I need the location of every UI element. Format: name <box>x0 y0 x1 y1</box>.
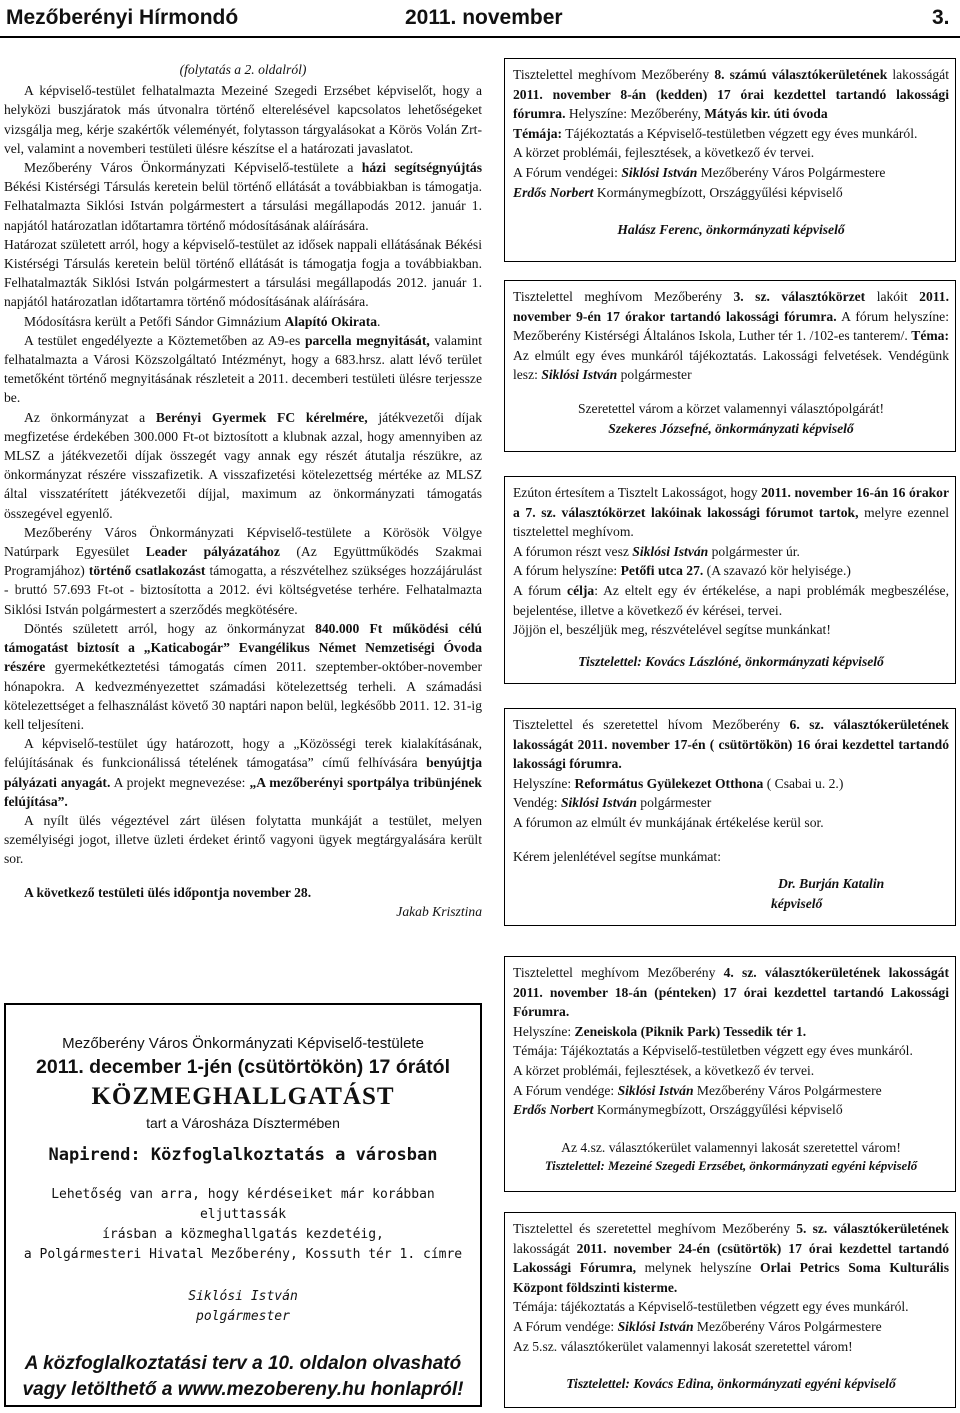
continued-note: (folytatás a 2. oldalról) <box>179 62 307 77</box>
council-news-article <box>4 60 482 921</box>
notice-info: Lehetőség van arra, hogy kérdéseiket már korábban eljuttassák írásban a közmeghallgatás kezdetéig, a Polgármesteri Hivatal Mezőberény, Kossuth tér 1. címre <box>23 1187 463 1262</box>
forum-invite-district-5: Tisztelettel és szeretettel meghívom Mezőberény 5. sz. választókerületének lakosságát 2011. november 24-én (csütörtök) 17 órai kezdettel tartandó Lakossági Fórumra, melynek helyszíne Orlai Petrics Soma Kulturális Központ földszinti kisterme. Témája: tájékoztatás a Képviselő-testületben végzett egy éves munkáról. A Fórum vendége: Siklósi István Mezőberény Város Polgármestere Az 5.sz. választókerület valamennyi lakosát szeretettel várom! Tisztelettel: Kovács Edina, önkormányzati egyéni képviselő <box>504 1212 956 1408</box>
notice-agenda: Napirend: Közfoglalkoztatás a városban <box>48 1145 438 1165</box>
notice-footer: A közfoglalkoztatási terv a 10. oldalon olvasható vagy letölthető a www.mezobereny.hu honlapról! <box>22 1353 464 1400</box>
signature: Dr. Burján Katalin <box>778 876 885 892</box>
article-paragraph: A képviselő-testület felhatalmazta Mezeiné Szegedi Erzsébet képviselőt, hogy a helyközi buszjáratok más útvonalra történő elterelésével kapcsolatos lehetőségeket vizsgálja meg, kérje szakértők véleményét, folytasson tárgyalásokat a Körös Volán Zrt-vel, valamint a novemberi testületi ülésre készítse el a határozati javaslatot. <box>4 83 482 156</box>
notice-title: KÖZMEGHALLGATÁST <box>91 1083 395 1110</box>
signature: Halász Ferenc, önkormányzati képviselő <box>617 222 845 238</box>
notice-signature: Siklósi István polgármester <box>188 1289 298 1324</box>
article-paragraph: Mezőberény Város Önkormányzati Képviselő-testülete a házi segítségnyújtás Békési Kistérségi Társulás keretein belül történő ellátását a továbbiakban is támogatja. Felhatalmazta Siklósi István polgármestert a társulási megállapodás 2012. január 1. napjától határozatlan időtartamra történő módosításának aláírására. <box>4 160 482 233</box>
issue-date: 2011. november <box>405 6 563 29</box>
article-paragraph: A nyílt ülés végeztével zárt ülésen folytatta munkáját a testület, melyen személyiségi jogot, illetve üzleti érdeket érintő vagyoni ügyek megtárgyalására került sor. <box>4 812 482 867</box>
next-meeting: A következő testületi ülés időpontja november 28. <box>24 884 312 900</box>
author: Jakab Krisztina <box>396 903 482 919</box>
article-paragraph: Módosításra került a Petőfi Sándor Gimnázium Alapító Okirata. <box>24 313 381 329</box>
article-paragraph: Határozat született arról, hogy a képviselő-testület az idősek nappali ellátásának Békési Kistérségi Társulás keretein belül történő ellátását is támogatja fogja a továbbiakban. Felhatalmazták Siklósi István polgármestert a társulási megállapodás 2012. január 1. napjától határozatlan időtartamra történő módosításának aláírására. <box>4 236 482 310</box>
page-header <box>0 0 960 38</box>
signature: Tisztelettel: Mezeiné Szegedi Erzsébet, önkormányzati egyéni képviselő <box>544 1159 918 1174</box>
public-hearing-notice <box>4 1003 482 1407</box>
article-paragraph: A testület engedélyezte a Köztemetőben az A9-es parcella megnyitását, valamint felhatalmazta a Városi Közszolgáltató Intézményt, hogy a 683.hrsz. alatt lévő terület temetőként történő megnyitásának részleteit a 2011. decemberi testületi ülésre terjessze be. <box>4 332 482 406</box>
article-paragraph: Döntés született arról, hogy az önkormányzat 840.000 Ft működési célú támogatást biztosít a „Katicabogár” Evangélikus Német Nemzetiségi Óvoda részére gyermekétkeztetési támogatás címen 2011. szeptember-október-november hónapokra. A kedvezményezettet számadási kötelezettség terheli. A számadási kötelezettséget a felhasználást követő 30 naptári napon belül, legkésőbb 2011. 12. 31-ig kell teljesíteni. <box>4 620 482 732</box>
signature: Tisztelettel: Kovács Edina, önkormányzati egyéni képviselő <box>566 1376 896 1392</box>
notice-organizer: Mezőberény Város Önkormányzati Képviselő-testülete <box>62 1035 424 1052</box>
forum-invite-district-8: Tisztelettel meghívom Mezőberény 8. számú választókerületének lakosságát 2011. november 8-án (kedden) 17 órai kezdettel tartandó lakossági fórumra. Helyszíne: Mezőberény, Mátyás kir. úti óvoda Témája: Tájékoztatás a Képviselő-testületben végzett egy éves munkáról. A körzet problémái, fejlesztések, a következő év tervei. A Fórum vendégei: Siklósi István Mezőberény Város Polgármestere Erdős Norbert Kormánymegbízott, Országgyűlési képviselő Halász Ferenc, önkormányzati képviselő <box>504 58 956 262</box>
forum-invite-district-6: Tisztelettel és szeretettel hívom Mezőberény 6. sz. választókerületének lakosságát 2011. november 17-én ( csütörtökön) 16 órai kezdettel tartandó lakossági fórumra. Helyszíne: Református Gyülekezet Otthona ( Csabai u. 2.) Vendég: Siklósi István polgármester A fórumon az elmúlt év munkájának értékelése kerül sor. Kérem jelenlétével segítse munkámat: Dr. Burján Katalin képviselő <box>504 708 956 926</box>
forum-invite-district-7: Ezúton értesítem a Tisztelt Lakosságot, hogy 2011. november 16-án 16 órakor a 7. sz. választókörzet lakóinak lakossági fórumot tartok, melyre ezennel tisztelettel meghívom. A fórumon részt vesz Siklósi István polgármester úr. A fórum helyszíne: Petőfi utca 27. (A szavazó kör helyisége.) A fórum célja: Az eltelt egy év értékelése, a napi problémák megbeszélése, bejelentése, illetve a következő év kérései, tervei. Jöjjön el, beszéljük meg, részvételével segítse munkánkat! Tisztelettel: Kovács Lászlóné, önkormányzati képviselő <box>504 476 956 684</box>
page-number: 3. <box>932 6 950 29</box>
article-paragraph: Mezőberény Város Önkormányzati Képviselő-testülete a Körösök Völgye Natúrpark Egyesület Leader pályázatához (Az Együttműködés Szakmai Programjához) történő csatlakozást támogatta, a részvételhez szükséges hozzájárulást - bruttó 57.693 Ft-ot - biztosította a 2012. évi költségvetése terhére. Felhatalmazta Siklósi István polgármestert a szerződés megkötésére. <box>4 524 482 617</box>
article-paragraph: A képviselő-testület úgy határozott, hogy a „Közösségi terek kialakításának, felújításának és funkcionálissá tételének támogatása” című felhívására benyújtja pályázati anyagát. A projekt megnevezése: „A mezőberényi sportpálya tribünjének felújítása”. <box>4 736 482 809</box>
paper-title: Mezőberényi Hírmondó <box>6 6 239 29</box>
notice-venue: tart a Városháza Dísztermében <box>146 1115 340 1131</box>
signature: Tisztelettel: Kovács Lászlóné, önkormányzati képviselő <box>578 653 884 669</box>
notice-date: 2011. december 1-jén (csütörtökön) 17 órától <box>36 1056 450 1078</box>
forum-invite-district-4: Tisztelettel meghívom Mezőberény 4. sz. választókerületének lakosságát 2011. november 18-án (pénteken) 17 órai kezdettel tartandó Lakossági Fórumra. Helyszíne: Zeneiskola (Piknik Park) Tessedik tér 1. Témája: Tájékoztatás a Képviselő-testületben végzett egy éves munkáról. A körzet problémái, fejlesztések, a következő év tervei. A Fórum vendége: Siklósi István Mezőberény Város Polgármestere Erdős Norbert Kormánymegbízott, Országgyűlési képviselő Az 4.sz. választókerület valamennyi lakosát szeretettel várom! Tisztelettel: Mezeiné Szegedi Erzsébet, önkormányzati egyéni képviselő <box>504 956 956 1192</box>
forum-invite-district-3: Tisztelettel meghívom Mezőberény 3. sz. választókörzet lakóit 2011. november 9-én 17 órakor tartandó lakossági fórumra. A fórum helyszíne: Mezőberény Kistérségi Általános Iskola, Luther tér 1. /102-es tanterem/. Téma: Az elmúlt egy éves munkáról tájékoztatás. Lakossági felvetések. Vendégünk lesz: Siklósi István polgármester Szeretettel várom a körzet valamennyi választópolgárát! Szekeres Józsefné, önkormányzati képviselő <box>504 280 956 452</box>
signature: Szekeres Józsefné, önkormányzati képviselő <box>608 420 854 436</box>
article-paragraph: Az önkormányzat a Berényi Gyermek FC kérelmére, játékvezetői díjak megfizetése érdekében 300.000 Ft-ot biztosított a klubnak azzal, hogy amennyiben az MLSZ a játékvezetői díjak összegét vagy annak egy részét átutalja részükre, az önkormányzat részére visszafizetik. A visszafizetési kötelezettség mértéke az MLSZ által visszatérített játékvezetői díjjal, maximum az önkormányzati támogatás összegével egyenlő. <box>4 409 482 521</box>
